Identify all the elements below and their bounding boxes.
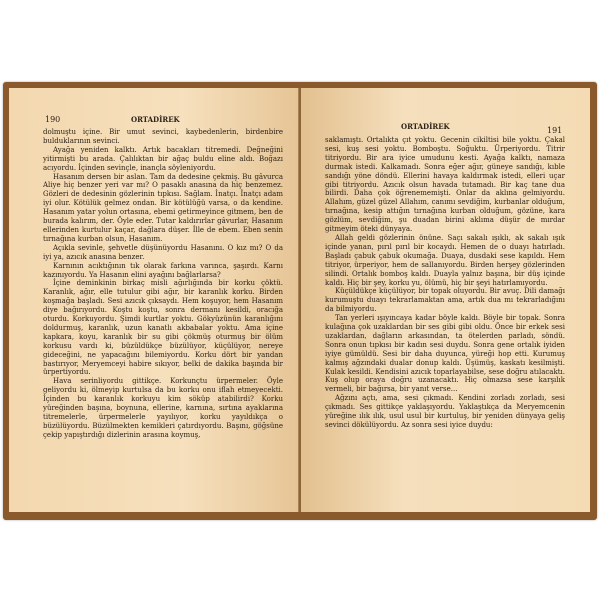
paragraph: Allah geldi gözlerinin önüne. Saçı sakalı ışıklı, ak sakalı ışık içinde yanan, pırıl pırıl bir kocaydı. Hemen de o duayı hatırladı. Başladı çabuk çabuk okumağa. Duaya, dusdaki sese kapıldı. Hem titriyor, ürperiyor, hem de sallanıyordu. Birden herşey gözlerinden silindi. Ortalık bomboş kaldı. Duayla yalnız başına, bir düş içinde kaldı. Hiç bir şey, korku yu, ölümü, hiç bir şeyi hatırlamıyordu. <box>325 233 565 287</box>
page-body <box>43 128 283 440</box>
paragraph: saklamıştı. Ortalıkta çıt yoktu. Gecenin cikiltisi bile yoktu. Çakal sesi, kuş sesi yoktu. Bomboştu. Soğuktu. Ürperiyordu. Titrir titriyordu. Bir ara iyice umudunu kesti. Ayağa kalktı, namaza durmak istedi. Kalkamadı. Sonra eğer ağır, güneye sandığı, kıble sandığı yöne döndü. Ellerini havaya kaldırmak istedi, elleri uçar gibi titriyordu. Azıcık olsun havada tutamadı. Bir kaç tane dua bilirdi. Daha çok öğrenememişti. Onlar da aklına gelmiyordu. Allahım, güzel güzel Allahım, canımı sevdiğim, kurbanlar olduğum, tırnağına, kesip attığın tırnağına kurban olduğum, gözüne, kara gözlüm, sevdiğim, şu duadan birini aklıma düşür de mırdar gitmeyim öteki dünyaya. <box>325 136 565 234</box>
page-number: 191 <box>547 126 563 135</box>
paragraph: Açıkla sevinle, şehvetle düşünüyordu Hasanını. O kız mı? O da iyi ya, azıcık anasına benzer. <box>43 243 283 261</box>
paragraph: Ayağa yeniden kalktı. Artık bacakları titremedi. Değneğini yitirmişti bu arada. Çalılıktan bir ağaç buldu eline aldı. Boğazı acıyordu. İçinden sevinçle, inançla söyleniyordu. <box>43 145 283 172</box>
page-body <box>325 136 565 430</box>
page-number: 190 <box>45 115 61 124</box>
running-head: ORTADİREK <box>401 122 450 131</box>
paragraph: Küçüldükçe küçülüyor, bir topak oluyordu. Bir avuç. Dili damağı kurumuştu duayı tekrarlamaktan ama, artık dua mı tekrarladığını da bilmiyordu. <box>325 287 565 314</box>
left-page <box>9 88 299 512</box>
paragraph: İçine deminkinin birkaç misli ağırlığında bir korku çöktü. Karanlık, ağır, elle tutulur gibi ağır, bir karanlık korku. Birden koşmağa başladı. Sesi azıcık çıksaydı. Hem koşuyor, hem Hasanım diye bağırıyordu. Koştu koştu, sonra dermanı kesildi, oracığa oturdu. Korkuyordu. Şimdi kurtlar yoktu. Gökyüzünün karanlığını doldurmuş, karanlık, uzun kanatlı akbabalar yoktu. Ama içine kapkara, koyu, karanlık bir su gibi çökmüş oturmuş bir ölüm korkusu vardı ki, büzüldükçe büzülüyor, küçülüyor, nereye gideceğini, ne yapacağını bilemiyordu. Korku dört bir yandan bastırıyor, Meryemceyi habire sıkıyor, belki de dakika başında bir ürpertiyordu. <box>43 279 283 377</box>
right-page <box>301 88 590 512</box>
paragraph: Hava serinliyordu gittikçe. Korkunçtu ürpermeler. Öyle geliyordu ki, ölmeyip kurtulsa da bu korku onu iflah etmeyecekti. İçinden bu karanlık korkuyu kim söküp atabilirdi? Korku yüreğinden başına, boynuna, ellerine, karnına, sırtına ayaklarına titremelerle, ürpermelerle yayılıyor, korku yayıldıkça o büzülüyordu. Büzülmekten kemikleri çatırdıyordu. Başını, göğsüne çekip yapıştırdığı dizlerinin arasına koymuş, <box>43 377 283 439</box>
paragraph: Ağzını açtı, ama, sesi çıkmadı. Kendini zorladı zorladı, sesi çıkmadı. Ses gittikçe yaklaşıyordu. Yaklaştıkça da Meryemcenin yüreğine ılık ılık, usul usul bir kurtuluş, bir yeniden dünyaya geliş sevinci dökülüyordu. Az sonra sesi iyice duydu: <box>325 394 565 429</box>
paragraph: Karnının acıktığının tık olarak farkına varınca, şaşırdı. Karnı kazınıyordu. Ya Hasanın elini ayağını bağlarlarsa? <box>43 261 283 279</box>
paragraph: dolmuştu içine. Bir umut sevinci, kaybedenlerin, birdenbire bulduklarının sevinci. <box>43 128 283 145</box>
paragraph: Tan yerleri ışıyıncaya kadar böyle kaldı. Böyle bir topak. Sonra kulağına çok uzaklardan bir ses gibi gibi oldu. Önce bir erkek sesi uzaklardan, dağların arkasından, ta ötelerden parladı, söndü. Sonra onun tıpkısı bir kadın sesi duydu. Sonra gene ortalık iyiden iyiye gümüldü. Sesi bir daha duyunca, yüreği hop etti. Kurumuş kalmış ağzındaki dualar donup kaldı. Üşümüş, kaskatı kesilmişti. Kulak kesildi. Kendisini azıcık toparlayabilse, sese doğru atılacaktı. Kuş olup oraya doğru uzanacaktı. Hiç olmazsa sese karşılık vermeli, bir bağırsa, bir yanıt verse... <box>325 314 565 394</box>
paragraph: Hasanım dersen bir aslan. Tam da dedesine çekmiş. Bu gâvurca Aliye hiç benzer yeri var mı? O pasaklı anasına da hiç benzemez. Gözleri de dedesinin gözlerinin tıpkısı. Sağlam. İnatçı. İnatçı adam iyi olur. Kötülük gelmez ondan. Bir kötülüğü varsa, o da kendine. Hasanım yatar yolun ortasına, ebemi getirmeyince gitmem, ben de burada kalırım, der. Öyle eder. Tutar kaldırırlar gâvurlar, Hasanım ellerinden kurtulur kaçar, dağlara düşer. İlle de ebem. Eben senin tırnağına kurban olsun, Hasanım. <box>43 172 283 243</box>
running-head: ORTADİREK <box>131 115 180 124</box>
